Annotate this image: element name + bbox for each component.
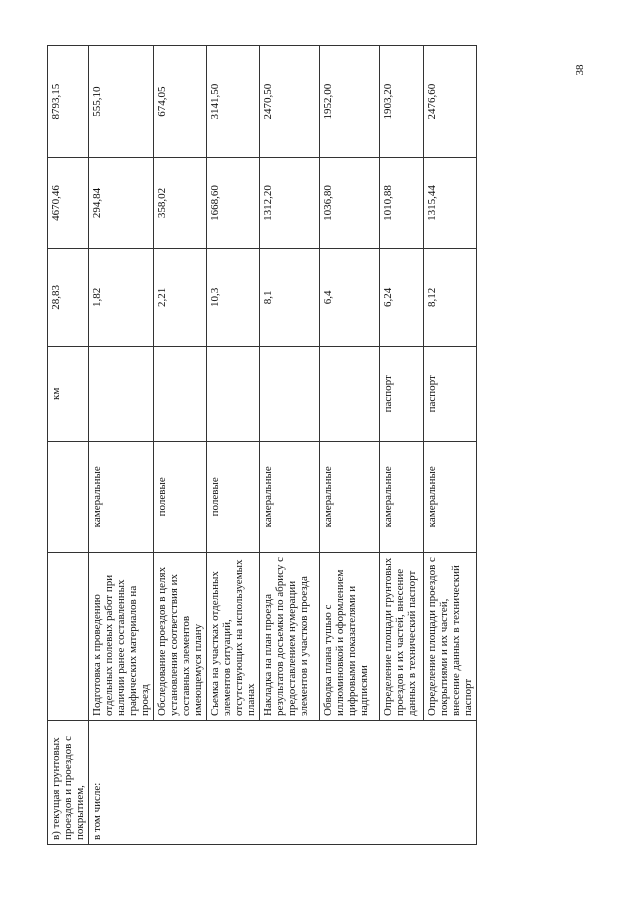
v2-cell: 1668,60 — [207, 158, 260, 249]
item-cell: Подготовка к проведению отдельных полевых работ при наличии ранее составленных графических материалов на проезд — [89, 552, 154, 720]
v1-cell: 8,1 — [260, 248, 320, 346]
v3-cell: 3141,50 — [207, 46, 260, 158]
v3-cell: 2476,60 — [424, 46, 477, 158]
v2-cell: 294,84 — [89, 158, 154, 249]
v2-cell: 1315,44 — [424, 158, 477, 249]
page-number: 38 — [574, 64, 586, 76]
item-cell: Обследование проездов в целях установления соответствия их составных элементов имеющемуся плану — [154, 552, 207, 720]
kind-cell: камеральные — [260, 441, 320, 552]
v2-cell: 358,02 — [154, 158, 207, 249]
v1-cell: 10,3 — [207, 248, 260, 346]
item-cell: Съемка на участках отдельных элементов ситуаций, отсутствующих на используемых планах — [207, 552, 260, 720]
table-row-header — [48, 46, 89, 845]
subheader-label-cell: в том числе: — [89, 721, 477, 845]
unit-cell: паспорт — [380, 346, 424, 441]
kind-cell: полевые — [207, 441, 260, 552]
header-item-cell — [48, 552, 89, 720]
v3-cell: 1952,00 — [320, 46, 380, 158]
header-kind-cell — [48, 441, 89, 552]
table-row — [89, 46, 154, 845]
unit-cell — [89, 346, 154, 441]
item-cell: Обводка плана тушью с иллюминовкой и оформлением цифровыми показателями и надписями — [320, 552, 380, 720]
kind-cell: полевые — [154, 441, 207, 552]
v3-cell: 2470,50 — [260, 46, 320, 158]
item-cell: Накладка на план проезда результатов досъемки по абрису с предоставлением нумерации элементов и участков проезда — [260, 552, 320, 720]
header-v3-cell: 8793,15 — [48, 46, 89, 158]
header-v2-cell: 4670,46 — [48, 158, 89, 249]
v1-cell: 8,12 — [424, 248, 477, 346]
v1-cell: 6,4 — [320, 248, 380, 346]
v1-cell: 6,24 — [380, 248, 424, 346]
table-frame — [47, 45, 474, 845]
kind-cell: камеральные — [424, 441, 477, 552]
v1-cell: 1,82 — [89, 248, 154, 346]
v3-cell: 674,05 — [154, 46, 207, 158]
v2-cell: 1036,80 — [320, 158, 380, 249]
cost-table — [47, 45, 477, 845]
item-cell: Определение площади грунтовых проездов и их частей, внесение данных в технический паспорт — [380, 552, 424, 720]
table-rotated-container — [47, 45, 474, 845]
v1-cell: 2,21 — [154, 248, 207, 346]
header-v1-cell: 28,83 — [48, 248, 89, 346]
v3-cell: 555,10 — [89, 46, 154, 158]
v2-cell: 1010,88 — [380, 158, 424, 249]
kind-cell: камеральные — [89, 441, 154, 552]
v2-cell: 1312,20 — [260, 158, 320, 249]
v3-cell: 1903,20 — [380, 46, 424, 158]
unit-cell: паспорт — [424, 346, 477, 441]
header-unit-cell: км — [48, 346, 89, 441]
item-cell: Определение площади проездов с покрытиями и их частей, внесение данных в технический паспорт — [424, 552, 477, 720]
kind-cell: камеральные — [380, 441, 424, 552]
unit-cell — [154, 346, 207, 441]
unit-cell — [207, 346, 260, 441]
kind-cell: камеральные — [320, 441, 380, 552]
unit-cell — [320, 346, 380, 441]
section-label-cell: в) текущая грунтовых проездов и проездов с покрытием, — [48, 721, 89, 845]
unit-cell — [260, 346, 320, 441]
